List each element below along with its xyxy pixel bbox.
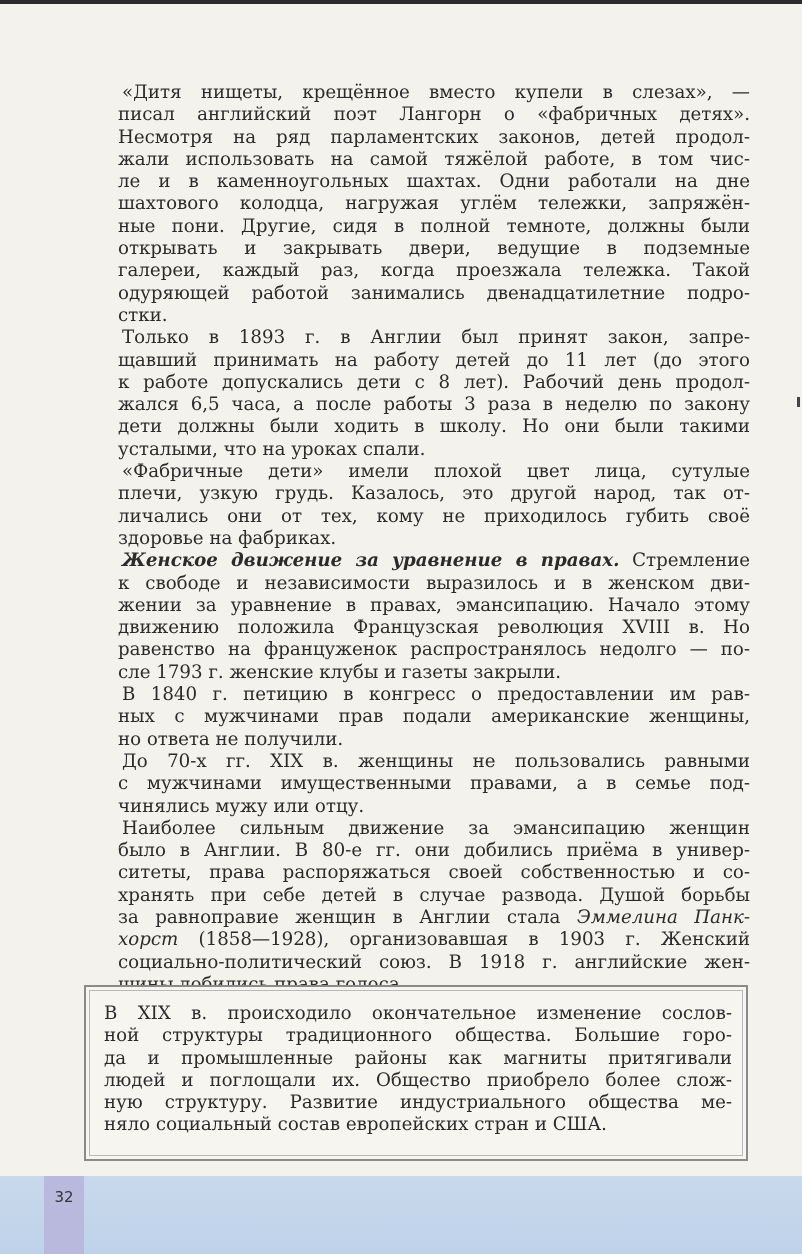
- text-line: [118, 260, 750, 282]
- line-text: В 1840 г. петицию в конгресс о предоставлении им рав-: [122, 684, 750, 706]
- text-line: [118, 238, 750, 260]
- line-text: за равноправие женщин в Англии стала: [118, 906, 577, 928]
- summary-line: няло социальный состав европейских стран и США.: [104, 1114, 607, 1136]
- line-text: сле 1793 г. женские клубы и газеты закрыли.: [118, 661, 562, 683]
- text-line: [118, 550, 750, 572]
- text-line: [118, 127, 750, 149]
- summary-line: да и промышленные районы как магниты притягивали: [104, 1047, 732, 1069]
- line-text: плечи, узкую грудь. Казалось, это другой народ, так от-: [118, 483, 750, 505]
- text-line: [118, 639, 750, 661]
- line-text: щавший принимать на работу детей до 11 лет (до этого: [118, 349, 750, 371]
- line-text: (1858—1928), организовавшая в 1903 г. Женский: [178, 929, 750, 951]
- text-line: [118, 506, 750, 528]
- line-text: движению положила Французская революция XVIII в. Но: [118, 617, 750, 639]
- line-text: усталыми, что на уроках спали.: [118, 438, 426, 460]
- line-text: к свободе и независимости выразилось и в женском дви-: [118, 572, 750, 594]
- line-text: ле и в каменноугольных шахтах. Одни работали на дне: [118, 171, 750, 193]
- text-line: [118, 483, 750, 505]
- text-line: [118, 617, 750, 639]
- text-line: [118, 729, 750, 751]
- text-line: [118, 283, 750, 305]
- line-text: ных с мужчинами прав подали американские женщины,: [118, 706, 750, 728]
- line-text: галереи, каждый раз, когда проезжала тележка. Такой: [118, 260, 750, 282]
- text-line: [118, 350, 750, 372]
- text-line: [118, 528, 750, 550]
- line-text: писал английский поэт Лангорн о «фабричных детях».: [118, 104, 750, 126]
- line-text: жался 6,5 часа, а после работы 3 раза в неделю по закону: [118, 394, 750, 416]
- line-text: здоровье на фабриках.: [118, 527, 337, 549]
- text-line: [118, 461, 750, 483]
- line-text: одуряющей работой занимались двенадцатилетние подро-: [118, 282, 750, 304]
- line-text: с мужчинами имущественными правами, а в семье под-: [118, 773, 750, 795]
- text-line: [118, 82, 750, 104]
- summary-line: ную структуру. Развитие индустриального общества ме-: [104, 1092, 732, 1114]
- text-line: [118, 952, 750, 974]
- line-text: к работе допускались дети с 8 лет). Рабочий день продол-: [118, 371, 750, 393]
- bottom-color-band: [0, 1176, 802, 1254]
- text-line: [118, 840, 750, 862]
- line-text: равенство на француженок распространялось недолго — по-: [118, 639, 750, 661]
- summary-box: [84, 985, 748, 1161]
- text-line: [118, 327, 750, 349]
- summary-line: людей и поглощали их. Общество приобрело более слож-: [104, 1069, 732, 1091]
- line-text: Наиболее сильным движение за эмансипацию женщин: [122, 817, 750, 839]
- text-line: [118, 818, 750, 840]
- text-line: [118, 684, 750, 706]
- line-text: дети должны были ходить в школу. Но они были такими: [118, 416, 750, 438]
- line-text: хранять при себе детей в случае развода. Душой борьбы: [118, 884, 750, 906]
- text-line: [118, 706, 750, 728]
- text-line: [118, 773, 750, 795]
- line-text: До 70-х гг. XIX в. женщины не пользовались равными: [122, 750, 750, 772]
- line-text: было в Англии. В 80-е гг. они добились приёма в универ-: [118, 840, 750, 862]
- line-text: шахтового колодца, нагружая углём тележки, запряжён-: [118, 193, 750, 215]
- line-text: ные пони. Другие, сидя в полной темноте, должны были: [118, 215, 750, 237]
- text-line: [118, 439, 750, 461]
- text-line: [118, 573, 750, 595]
- line-text: жении за уравнение в правах, эмансипацию. Начало этому: [118, 594, 750, 616]
- text-line: [118, 394, 750, 416]
- text-line: [118, 796, 750, 818]
- page-number: 32: [54, 1188, 74, 1206]
- line-text: «Фабричные дети» имели плохой цвет лица, сутулые: [122, 461, 750, 483]
- line-text: стки.: [118, 304, 168, 326]
- text-line: [118, 305, 750, 327]
- line-text: ситеты, права распоряжаться своей собственностью и со-: [118, 862, 750, 884]
- line-text: Стремление: [619, 550, 750, 572]
- line-text: открывать и закрывать двери, ведущие в подземные: [118, 238, 750, 260]
- line-text: Несмотря на ряд парламентских законов, детей продол-: [118, 126, 750, 148]
- summary-line: В XIX в. происходило окончательное изменение сослов-: [104, 1003, 732, 1024]
- line-text: личались они от тех, кому не приходилось губить своё: [118, 505, 750, 527]
- main-text-column: [118, 82, 750, 996]
- text-line: [118, 193, 750, 215]
- text-line: [118, 216, 750, 238]
- text-line: [118, 104, 750, 126]
- line-text: социально-политический союз. В 1918 г. английские жен-: [118, 951, 750, 973]
- text-line: [118, 862, 750, 884]
- text-line: [118, 929, 750, 951]
- person-name: Эммелина Панк-: [576, 906, 750, 928]
- section-heading: Женское движение за уравнение в правах.: [122, 550, 620, 572]
- text-line: [118, 595, 750, 617]
- margin-mark: [797, 397, 800, 407]
- line-text: чинялись мужу или отцу.: [118, 795, 365, 817]
- text-line: [118, 885, 750, 907]
- line-text: жали использовать на самой тяжёлой работе, в том чис-: [118, 148, 750, 170]
- line-text: но ответа не получили.: [118, 728, 344, 750]
- person-name: хорст: [118, 929, 179, 951]
- text-line: [118, 662, 750, 684]
- summary-text: [104, 1003, 732, 1137]
- text-line: [118, 907, 750, 929]
- line-text: «Дитя нищеты, крещённое вместо купели в слезах», —: [122, 82, 750, 103]
- text-line: [118, 751, 750, 773]
- text-line: [118, 372, 750, 394]
- line-text: Только в 1893 г. в Англии был принят закон, запре-: [122, 327, 750, 349]
- text-line: [118, 171, 750, 193]
- text-line: [118, 416, 750, 438]
- text-line: [118, 149, 750, 171]
- summary-line: ной структуры традиционного общества. Большие горо-: [104, 1025, 732, 1047]
